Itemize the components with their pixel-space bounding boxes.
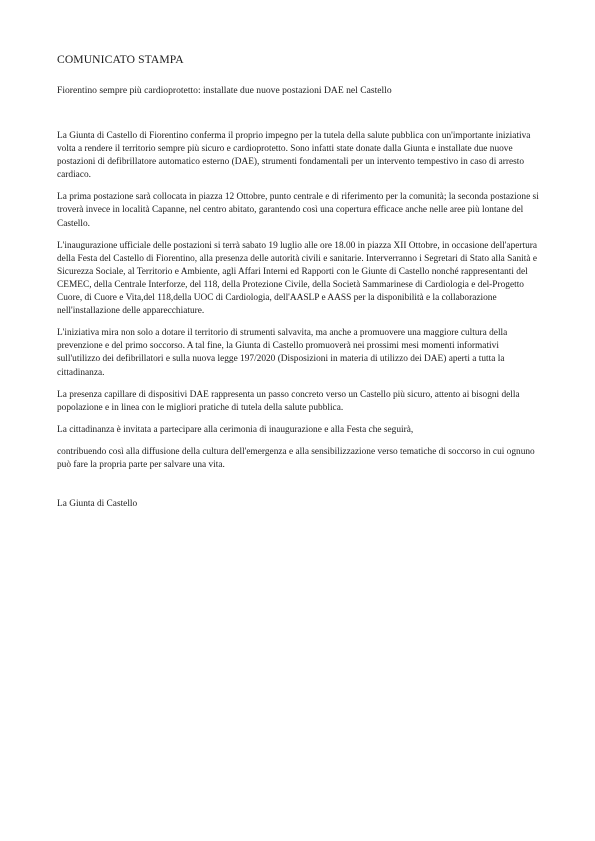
document-signature: La Giunta di Castello bbox=[57, 499, 138, 510]
document-body bbox=[57, 130, 541, 472]
document-page bbox=[57, 52, 541, 511]
document-title: COMUNICATO STAMPA bbox=[57, 53, 184, 66]
paragraph-presence: La presenza capillare di dispositivi DAE rappresenta un passo concreto verso un Castello più sicuro, attento ai bisogni della popolazione e in linea con le migliori pratiche di tutela della salute pubblica. bbox=[57, 389, 520, 413]
paragraph-intro: La Giunta di Castello di Fiorentino conferma il proprio impegno per la tutela della salute pubblica con un'importante iniziativa volta a rendere il territorio sempre più sicuro e cardioprotetto. Sono infatti state donate dalla Giunta e installate due nuove postazioni di defibrillatore automatico esterno (DAE), strumenti fondamentali per un intervento tempestivo in caso di arresto cardiaco. bbox=[57, 131, 531, 181]
paragraph-initiative: L'iniziativa mira non solo a dotare il territorio di strumenti salvavita, ma anche a promuovere una maggiore cultura della prevenzione e del primo soccorso. A tal fine, la Giunta di Castello promuoverà nei prossimi mesi momenti informativi sull'utilizzo dei defibrillatori e sulla nuova legge 197/2020 (Disposizioni in materia di utilizzo dei DAE) aperti a tutta la cittadinanza. bbox=[57, 328, 508, 378]
paragraph-invitation: La cittadinanza è invitata a partecipare alla cerimonia di inaugurazione e alla Festa che seguirà, bbox=[57, 424, 414, 435]
paragraph-closing: contribuendo così alla diffusione della cultura dell'emergenza e alla sensibilizzazione verso tematiche di soccorso in cui ognuno può fare la propria parte per salvare una vita. bbox=[57, 446, 535, 470]
paragraph-inauguration: L'inaugurazione ufficiale delle postazioni si terrà sabato 19 luglio alle ore 18.00 in piazza XII Ottobre, in occasione dell'apertura della Festa del Castello di Fiorentino, alla presenza delle autorità civili e sanitarie. Interverranno i Segretari di Stato alla Sanità e Sicurezza Sociale, al Territorio e Ambiente, agli Affari Interni ed Rapporti con le Giunte di Castello nonché rappresentanti del CEMEC, della Centrale Interforze, del 118, della Protezione Civile, della Società Sammarinese di Cardiologia e del-Progetto Cuore, di Cuore e Vita,del 118,della UOC di Cardiologia, dell'AASLP e AASS per la disponibilità e la collaborazione nell'installazione delle apparecchiature. bbox=[57, 240, 538, 317]
paragraph-locations: La prima postazione sarà collocata in piazza 12 Ottobre, punto centrale e di riferimento per la comunità; la seconda postazione si troverà invece in località Capanne, nel centro abitato, garantendo così una copertura efficace anche nelle aree più lontane del Castello. bbox=[57, 192, 539, 229]
document-subtitle: Fiorentino sempre più cardioprotetto: installate due nuove postazioni DAE nel Castello bbox=[57, 85, 392, 96]
